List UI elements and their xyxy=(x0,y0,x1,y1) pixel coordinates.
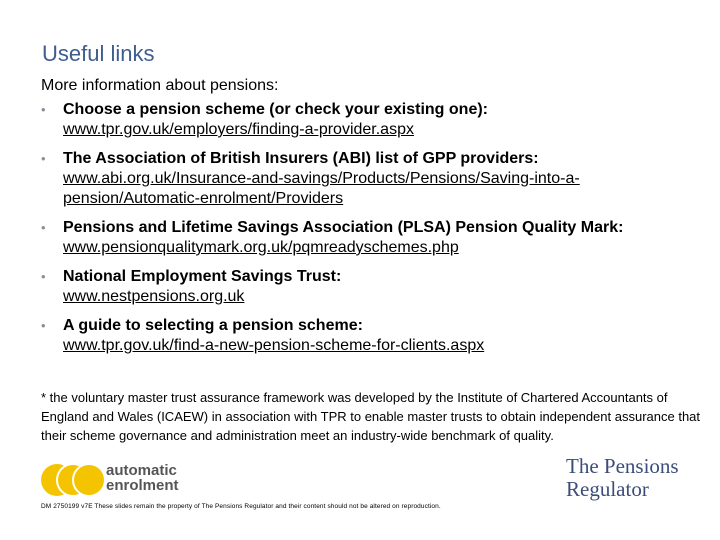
tpr-logo xyxy=(566,455,679,501)
legal-notice: DM 2750199 v7E These slides remain the property of The Pensions Regulator and their content should not be altered on reproduction. xyxy=(41,503,441,510)
link-label: Choose a pension scheme (or check your existing one): xyxy=(63,101,488,118)
ae-line2: enrolment xyxy=(106,477,179,494)
link-url[interactable]: www.tpr.gov.uk/employers/finding-a-provider.aspx xyxy=(63,121,414,138)
link-label: National Employment Savings Trust: xyxy=(63,268,342,285)
page-title: Useful links xyxy=(42,41,155,66)
link-url[interactable]: www.abi.org.uk/Insurance-and-savings/Products/Pensions/Saving-into-a-pension/Automatic-enrolment/Providers xyxy=(63,170,580,207)
link-url[interactable]: www.pensionqualitymark.org.uk/pqmreadyschemes.php xyxy=(63,239,459,256)
link-url[interactable]: www.nestpensions.org.uk xyxy=(63,288,245,305)
link-label: A guide to selecting a pension scheme: xyxy=(63,317,363,334)
list-item xyxy=(41,267,711,307)
list-item xyxy=(41,149,711,209)
intro-text: More information about pensions: xyxy=(41,77,279,94)
ae-line1: automatic xyxy=(106,462,177,479)
footnote: * the voluntary master trust assurance framework was developed by the Institute of Chartered Accountants of England and Wales (ICAEW) in association with TPR to enable master trusts to obtain independent assurance that their scheme governance and administration meet an industry-wide benchmark of quality. xyxy=(41,390,701,443)
useful-links-list xyxy=(41,100,711,365)
link-label: Pensions and Lifetime Savings Association (PLSA) Pension Quality Mark: xyxy=(63,219,624,236)
bullet-icon: • xyxy=(41,102,46,117)
link-label: The Association of British Insurers (ABI) list of GPP providers: xyxy=(63,150,539,167)
link-url[interactable]: www.tpr.gov.uk/find-a-new-pension-scheme-for-clients.aspx xyxy=(63,337,485,354)
list-item xyxy=(41,218,711,258)
list-item xyxy=(41,100,711,140)
bullet-icon: • xyxy=(41,151,46,166)
bullet-icon: • xyxy=(41,318,46,333)
list-item xyxy=(41,316,711,356)
tpr-logo-line2: Regulator xyxy=(566,477,649,501)
tpr-logo-line1: The Pensions xyxy=(566,454,679,478)
bullet-icon: • xyxy=(41,220,46,235)
bullet-icon: • xyxy=(41,269,46,284)
automatic-enrolment-logo-text xyxy=(106,463,179,493)
